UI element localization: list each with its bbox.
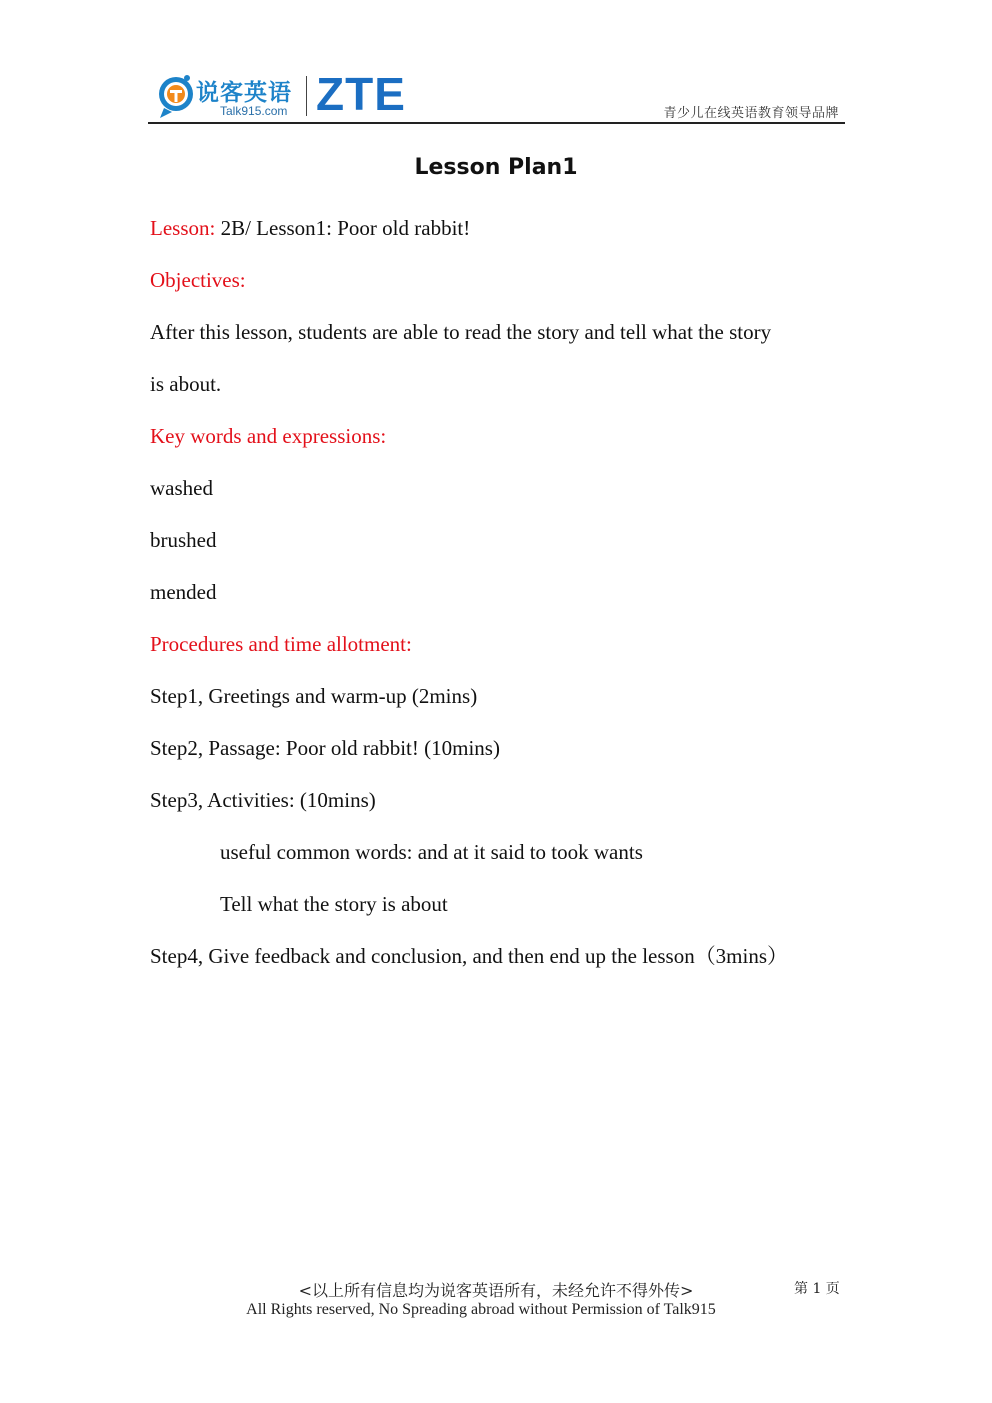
step-2: Step2, Passage: Poor old rabbit! (10mins): [150, 736, 500, 760]
talk915-speech-bubble-icon: [156, 72, 196, 120]
step-3-subitem-words: useful common words: and at it said to took wants: [220, 840, 643, 864]
objectives-heading: Objectives:: [150, 268, 246, 292]
header-tagline: 青少儿在线英语教育领导品牌: [663, 106, 839, 121]
procedures-heading: Procedures and time allotment:: [150, 632, 412, 656]
lesson-line: [150, 215, 470, 241]
footer-copyright-en: All Rights reserved, No Spreading abroad without Permission of Talk915: [246, 1301, 716, 1318]
partner-logo: ZTE: [316, 68, 406, 120]
keyword-item: washed: [150, 476, 213, 500]
keyword-item: brushed: [150, 528, 217, 552]
step-4: Step4, Give feedback and conclusion, and then end up the lesson（3mins）: [150, 944, 789, 968]
page-header: [148, 66, 845, 124]
step-1: Step1, Greetings and warm-up (2mins): [150, 684, 478, 708]
header-divider: [148, 122, 845, 124]
step-3-subitem-tell: Tell what the story is about: [220, 892, 448, 916]
lesson-value: 2B/ Lesson1: Poor old rabbit!: [215, 216, 471, 240]
logo-divider: [306, 76, 307, 116]
keywords-heading: Key words and expressions:: [150, 424, 387, 448]
objectives-text-line-1: After this lesson, students are able to read the story and tell what the story: [150, 320, 772, 344]
brand-domain: Talk915.com: [220, 104, 288, 118]
objectives-text-line-2: is about.: [150, 372, 222, 396]
footer-copyright-cn: <以上所有信息均为说客英语所有，未经允许不得外传>: [298, 1281, 694, 1300]
document-title: Lesson Plan1: [414, 155, 578, 180]
lesson-label: Lesson:: [150, 216, 216, 240]
keyword-item: mended: [150, 580, 217, 604]
brand-name-cn: 说客英语: [196, 80, 292, 106]
page-number: 第 1 页: [794, 1281, 840, 1297]
step-3: Step3, Activities: (10mins): [150, 788, 376, 812]
